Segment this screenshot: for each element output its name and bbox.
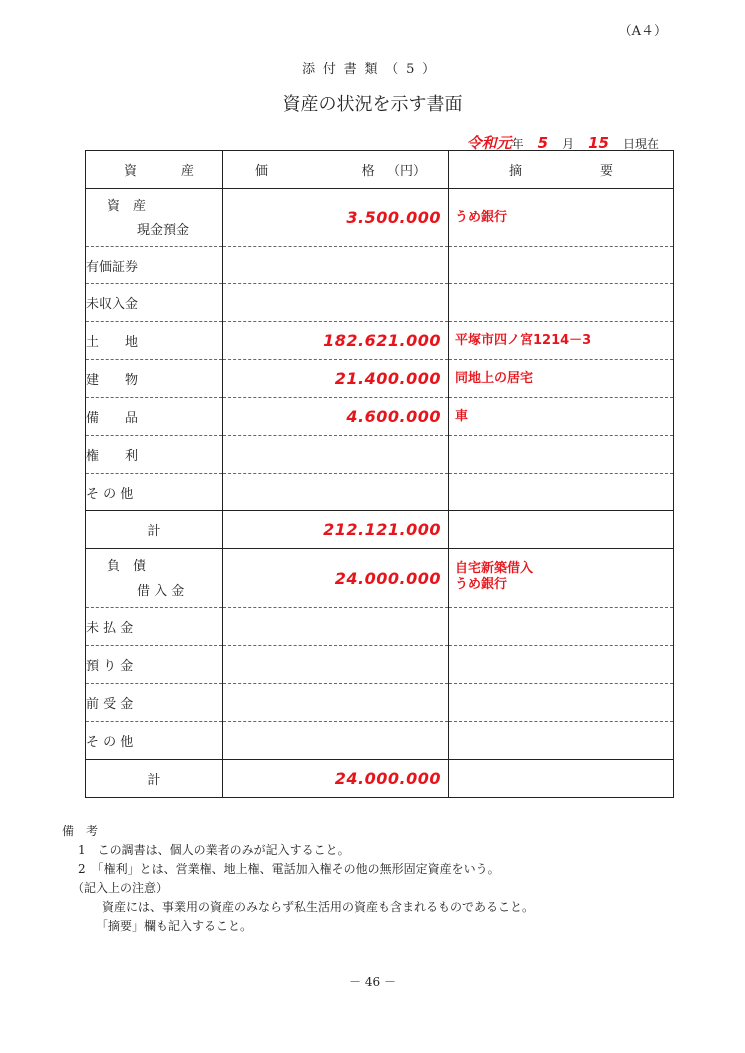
date-month: 5 bbox=[537, 134, 549, 152]
row-label: 預 り 金 bbox=[86, 646, 223, 684]
table-row bbox=[86, 398, 674, 436]
row-amount bbox=[223, 646, 449, 684]
table-row bbox=[86, 549, 674, 608]
liabilities-total-amount: 24.000.000 bbox=[223, 760, 449, 798]
row-label: 建 物 bbox=[86, 360, 223, 398]
total-note bbox=[449, 511, 674, 549]
table-row bbox=[86, 474, 674, 511]
note-line: 自宅新築借入 bbox=[455, 561, 534, 576]
date-day-suffix: 日現在 bbox=[622, 137, 659, 151]
row-label: 有価証券 bbox=[86, 247, 223, 284]
remarks-heading: 備 考 bbox=[62, 824, 99, 838]
row-note: 車 bbox=[449, 398, 674, 436]
remarks-line: 「摘要」欄も記入すること。 bbox=[96, 919, 253, 933]
row-amount bbox=[223, 684, 449, 722]
liabilities-section-label: 負 債 bbox=[107, 559, 147, 574]
row-note bbox=[449, 247, 674, 284]
paper-size-label: （A４） bbox=[618, 24, 667, 39]
row-amount bbox=[223, 474, 449, 511]
table-row bbox=[86, 322, 674, 360]
row-label: 現金預金 bbox=[137, 223, 190, 238]
date-month-suffix: 月 bbox=[562, 137, 575, 151]
assets-total-row bbox=[86, 511, 674, 549]
table-row bbox=[86, 189, 674, 247]
row-note: 平塚市四ノ宮1214－3 bbox=[449, 322, 674, 360]
row-note bbox=[449, 722, 674, 760]
row-label: そ の 他 bbox=[86, 474, 223, 511]
row-note: 同地上の居宅 bbox=[449, 360, 674, 398]
remarks-line: 資産には、事業用の資産のみならず私生活用の資産も含まれるものであること。 bbox=[102, 900, 535, 914]
row-amount: 21.400.000 bbox=[223, 360, 449, 398]
row-label: 前 受 金 bbox=[86, 684, 223, 722]
date-era: 令和元 bbox=[466, 134, 512, 152]
row-note bbox=[449, 646, 674, 684]
liability-loan-note bbox=[449, 549, 674, 608]
row-amount: 4.600.000 bbox=[223, 398, 449, 436]
row-note bbox=[449, 436, 674, 474]
row-amount bbox=[223, 436, 449, 474]
assets-total-amount: 212.121.000 bbox=[223, 511, 449, 549]
table-row bbox=[86, 360, 674, 398]
remarks-line: 2 「権利」とは、営業権、地上権、電話加入権その他の無形固定資産をいう。 bbox=[78, 862, 500, 876]
remarks-line: 1 この調書は、個人の業者のみが記入すること。 bbox=[78, 843, 350, 857]
attachment-label: 添付書類（5） bbox=[302, 62, 443, 77]
row-label: 未 払 金 bbox=[86, 608, 223, 646]
table-row bbox=[86, 646, 674, 684]
header-item: 資 産 bbox=[124, 164, 194, 179]
header-price: 価 格 （円） bbox=[223, 151, 449, 189]
row-amount: 182.621.000 bbox=[223, 322, 449, 360]
row-label: 借 入 金 bbox=[137, 584, 185, 599]
row-amount bbox=[223, 722, 449, 760]
header-summary: 摘 要 bbox=[449, 151, 674, 189]
asset-cash-amount: 3.500.000 bbox=[223, 189, 449, 247]
row-label: 未収入金 bbox=[86, 284, 223, 322]
table-row bbox=[86, 722, 674, 760]
date-year-suffix: 年 bbox=[511, 137, 524, 151]
row-label: そ の 他 bbox=[86, 722, 223, 760]
total-note bbox=[449, 760, 674, 798]
table-row bbox=[86, 284, 674, 322]
row-label: 権 利 bbox=[86, 436, 223, 474]
assets-section-label: 資 産 bbox=[107, 199, 147, 214]
date-day: 15 bbox=[588, 134, 609, 152]
assets-table bbox=[85, 150, 674, 798]
table-row bbox=[86, 684, 674, 722]
table-header-row bbox=[86, 151, 674, 189]
page-number: － 46 － bbox=[349, 975, 396, 989]
total-label: 計 bbox=[86, 511, 223, 549]
row-amount bbox=[223, 284, 449, 322]
table-row bbox=[86, 436, 674, 474]
table-row bbox=[86, 608, 674, 646]
row-amount bbox=[223, 247, 449, 284]
total-label: 計 bbox=[86, 760, 223, 798]
row-note bbox=[449, 474, 674, 511]
remarks-section bbox=[62, 822, 534, 936]
note-line: うめ銀行 bbox=[455, 577, 508, 592]
liability-loan-label bbox=[86, 549, 223, 608]
table-row bbox=[86, 247, 674, 284]
row-label: 備 品 bbox=[86, 398, 223, 436]
row-note bbox=[449, 608, 674, 646]
row-label: 土 地 bbox=[86, 322, 223, 360]
liabilities-total-row bbox=[86, 760, 674, 798]
asset-cash-label bbox=[86, 189, 223, 247]
row-note bbox=[449, 284, 674, 322]
asset-cash-note: うめ銀行 bbox=[449, 189, 674, 247]
liability-loan-amount: 24.000.000 bbox=[223, 549, 449, 608]
remarks-line: （記入上の注意） bbox=[72, 881, 169, 895]
page-title: 資産の状況を示す書面 bbox=[282, 94, 463, 115]
row-amount bbox=[223, 608, 449, 646]
row-note bbox=[449, 684, 674, 722]
